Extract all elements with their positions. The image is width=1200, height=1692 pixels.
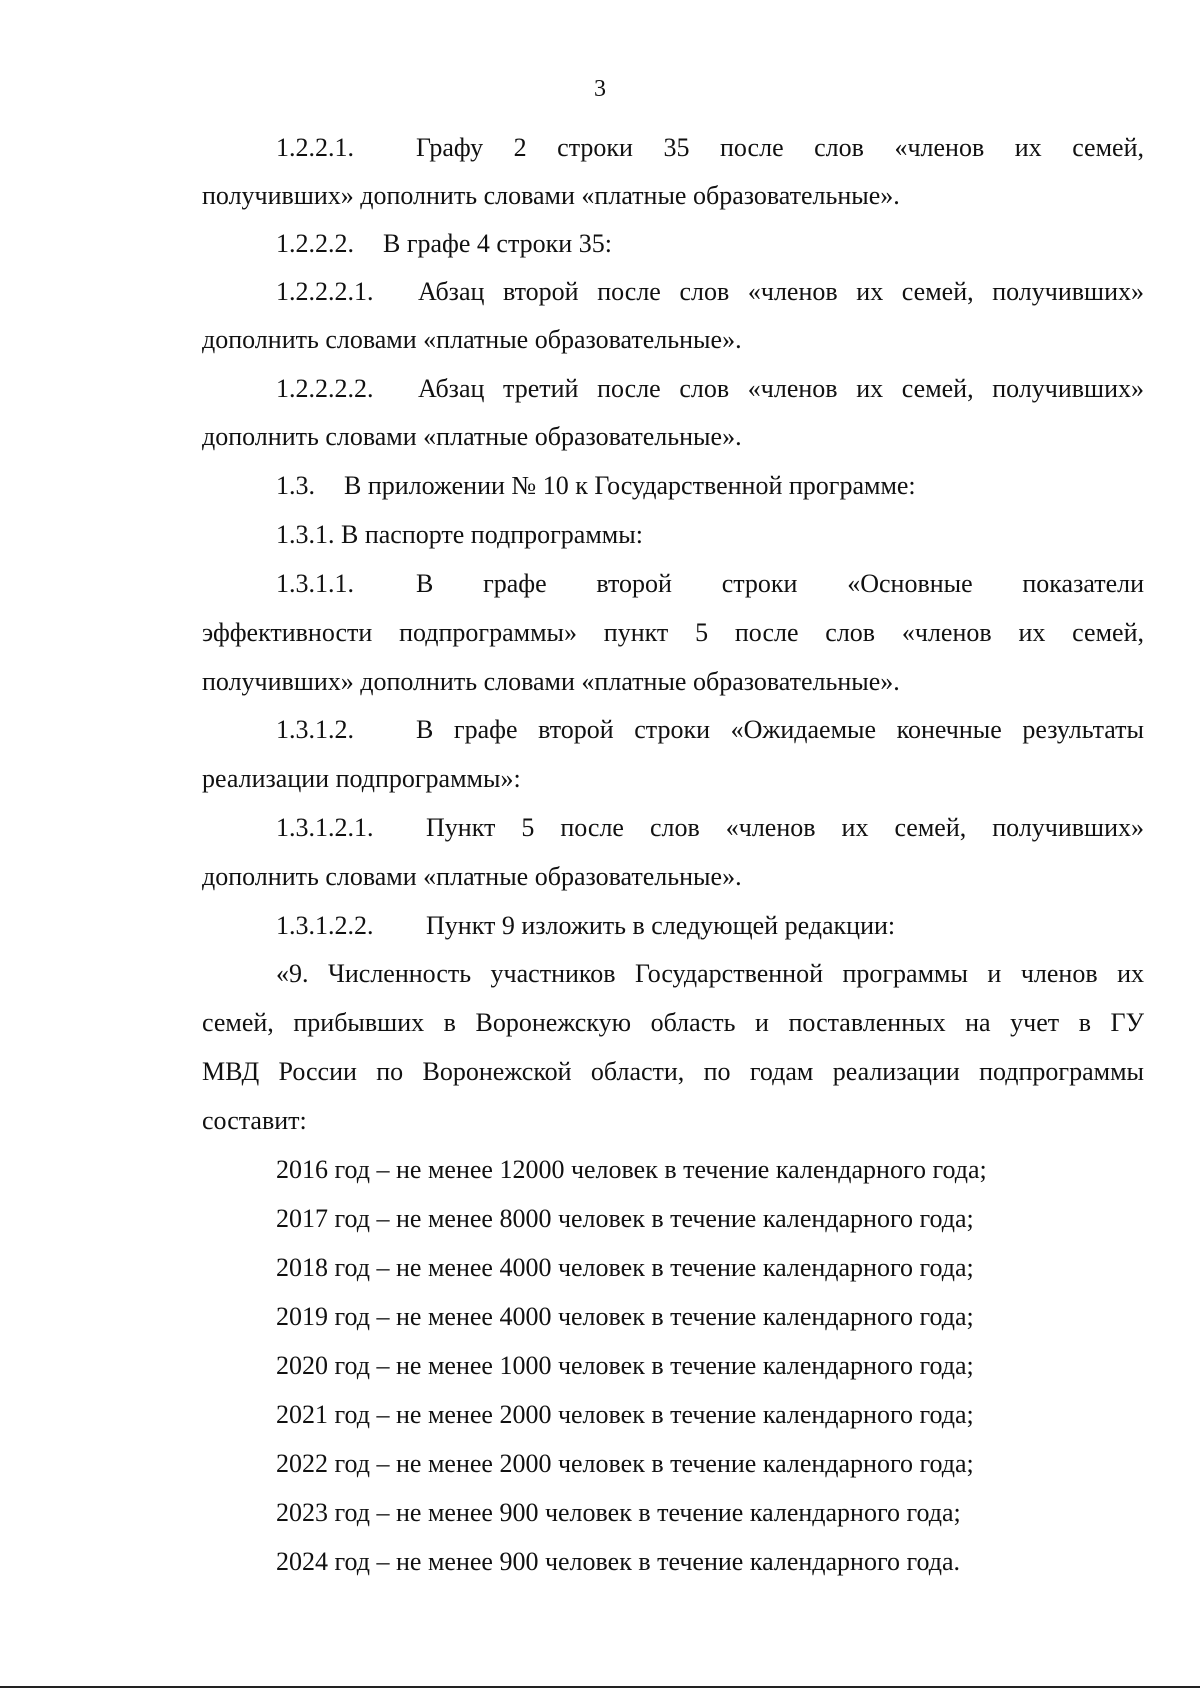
year-list-item: 2021 год – не менее 2000 человек в течение календарного года; — [276, 1400, 974, 1429]
clause-number: 1.3.1.2.1. — [276, 813, 374, 842]
year-list-item: 2016 год – не менее 12000 человек в течение календарного года; — [276, 1155, 987, 1184]
clause-text: В графе второй строки «Основные показатели — [416, 569, 1144, 598]
clause-text: дополнить словами «платные образовательные». — [202, 325, 742, 354]
clause-text: составит: — [202, 1106, 307, 1135]
year-list-item: 2024 год – не менее 900 человек в течение календарного года. — [276, 1547, 961, 1576]
clause-number: 1.2.2.2. — [276, 229, 354, 258]
clause-text: «9. Численность участников Государственной программы и членов их — [276, 959, 1144, 988]
year-list-item: 2023 год – не менее 900 человек в течение календарного года; — [276, 1498, 961, 1527]
year-list-item: 2022 год – не менее 2000 человек в течение календарного года; — [276, 1449, 974, 1478]
clause-number: 1.2.2.2.1. — [276, 277, 374, 306]
clause-text: получивших» дополнить словами «платные образовательные». — [202, 667, 900, 696]
bottom-divider — [0, 1686, 1200, 1688]
year-list-item: 2018 год – не менее 4000 человек в течение календарного года; — [276, 1253, 974, 1282]
clause-number: 1.3.1.1. — [276, 569, 354, 598]
clause-text: 1.3.1. В паспорте подпрограммы: — [276, 520, 643, 549]
clause-number: 1.2.2.2.2. — [276, 374, 374, 403]
clause-text: Пункт 5 после слов «членов их семей, получивших» — [426, 813, 1144, 842]
clause-text: Абзац второй после слов «членов их семей, получивших» — [418, 277, 1144, 306]
clause-text: дополнить словами «платные образовательные». — [202, 422, 742, 451]
clause-text: Графу 2 строки 35 после слов «членов их семей, — [416, 133, 1144, 162]
clause-text: реализации подпрограммы»: — [202, 764, 521, 793]
clause-number: 1.3.1.2. — [276, 715, 354, 744]
clause-text: В приложении № 10 к Государственной программе: — [344, 471, 916, 500]
clause-text: В графе 4 строки 35: — [383, 229, 612, 258]
clause-number: 1.3.1.2.2. — [276, 911, 374, 940]
clause-text: Абзац третий после слов «членов их семей, получивших» — [418, 374, 1144, 403]
page-number: 3 — [594, 76, 606, 102]
year-list-item: 2019 год – не менее 4000 человек в течение календарного года; — [276, 1302, 974, 1331]
clause-number: 1.3. — [276, 471, 315, 500]
clause-text: Пункт 9 изложить в следующей редакции: — [426, 911, 896, 940]
clause-text: дополнить словами «платные образовательные». — [202, 862, 742, 891]
clause-text: МВД России по Воронежской области, по годам реализации подпрограммы — [202, 1057, 1144, 1086]
clause-text: получивших» дополнить словами «платные образовательные». — [202, 181, 900, 210]
year-list-item: 2017 год – не менее 8000 человек в течение календарного года; — [276, 1204, 974, 1233]
clause-text: семей, прибывших в Воронежскую область и поставленных на учет в ГУ — [202, 1008, 1144, 1037]
clause-number: 1.2.2.1. — [276, 133, 354, 162]
year-list-item: 2020 год – не менее 1000 человек в течение календарного года; — [276, 1351, 974, 1380]
clause-text: эффективности подпрограммы» пункт 5 после слов «членов их семей, — [202, 618, 1144, 647]
clause-text: В графе второй строки «Ожидаемые конечные результаты — [416, 715, 1144, 744]
